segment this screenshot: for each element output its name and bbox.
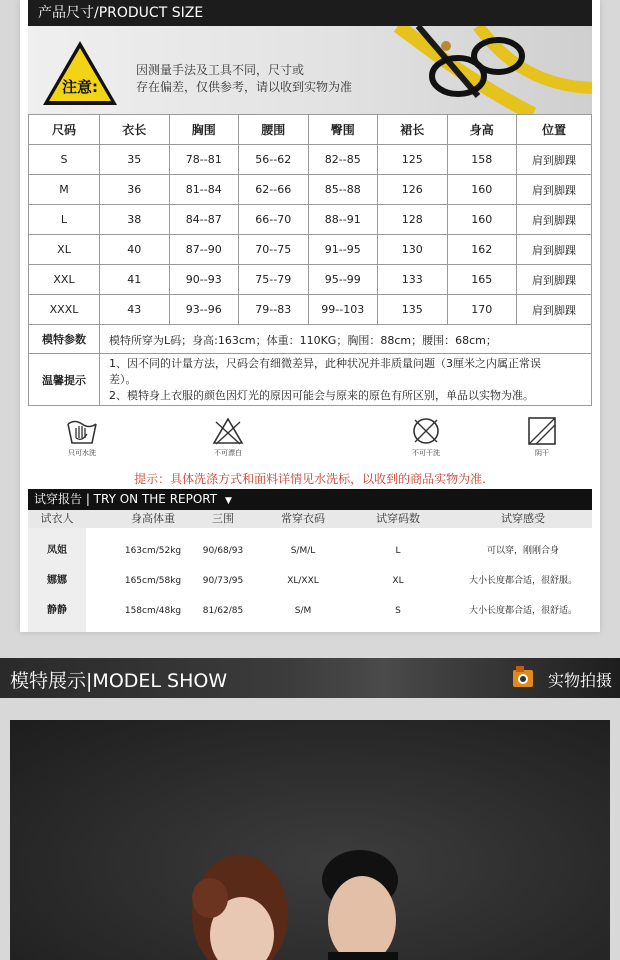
size-cell: XXXL [29, 295, 100, 325]
model-show-banner [0, 658, 620, 698]
size-cell: 肩到脚踝 [517, 235, 592, 265]
try-on-title: 试穿报告 | TRY ON THE REPORT [34, 492, 218, 506]
try-on-row [28, 566, 592, 596]
size-cell: 91--95 [308, 235, 378, 265]
size-cell: 36 [100, 175, 170, 205]
size-cell: XL [29, 235, 100, 265]
size-cell: 125 [378, 145, 448, 175]
col-bust: 胸围 [169, 115, 239, 145]
model-photo [10, 720, 610, 960]
size-table-header-row [29, 115, 592, 145]
size-cell: 88--91 [308, 205, 378, 235]
size-cell: 43 [100, 295, 170, 325]
size-cell: 160 [447, 175, 517, 205]
size-cell: S [29, 145, 100, 175]
col-size: 尺码 [29, 115, 100, 145]
try-on-cell: S [395, 606, 401, 616]
size-cell: 87--90 [169, 235, 239, 265]
section-header-product-size [28, 0, 592, 26]
col-position: 位置 [517, 115, 592, 145]
size-cell: 90--93 [169, 265, 239, 295]
model-show-title-cn: 模特展示 [10, 670, 87, 692]
size-row [29, 175, 592, 205]
try-on-cell: XL/XXL [287, 576, 319, 586]
try-col-usual-size: 常穿衣码 [281, 512, 325, 525]
scissors-tape-illustration [358, 26, 592, 114]
product-size-card [20, 0, 600, 632]
try-on-cell: 静静 [47, 605, 67, 616]
triangle-down-icon: ▼ [224, 496, 232, 506]
col-length: 衣长 [100, 115, 170, 145]
care-no-bleach [198, 416, 258, 458]
size-cell: 41 [100, 265, 170, 295]
size-cell: 126 [378, 175, 448, 205]
try-on-cell: 可以穿，刚刚合身 [486, 546, 559, 556]
section-title: 产品尺寸/PRODUCT SIZE [38, 5, 204, 21]
size-cell: 38 [100, 205, 170, 235]
care-shade-dry [512, 416, 572, 458]
care-label-no-bleach: 不可漂白 [214, 449, 242, 457]
care-no-dry-clean [396, 416, 456, 458]
try-on-cell: 娜娜 [47, 575, 67, 586]
size-cell: 81--84 [169, 175, 239, 205]
try-on-cell: 凤姐 [47, 545, 67, 556]
size-row [29, 295, 592, 325]
size-cell: 66--70 [239, 205, 309, 235]
size-cell: L [29, 205, 100, 235]
size-cell: 135 [378, 295, 448, 325]
try-on-cell: 大小长度都合适，很舒服。 [468, 576, 577, 586]
try-on-cell: 81/62/85 [202, 606, 244, 616]
try-on-cell: 165cm/58kg [124, 576, 182, 586]
size-cell: 79--83 [239, 295, 309, 325]
notice-text [136, 62, 352, 96]
size-cell: 肩到脚踝 [517, 295, 592, 325]
tips-label: 温馨提示 [29, 354, 100, 405]
model-show-title-en: MODEL SHOW [92, 670, 228, 692]
no-dry-clean-icon [409, 416, 443, 446]
size-cell: 56--62 [239, 145, 309, 175]
notice-line-1: 因测量手法及工具不同，尺寸或 [136, 63, 305, 77]
care-icons [28, 408, 592, 464]
size-cell: 35 [100, 145, 170, 175]
try-on-cell: 158cm/48kg [124, 606, 182, 616]
try-col-measurements: 三围 [212, 512, 234, 525]
size-row [29, 235, 592, 265]
try-on-cell: XL [392, 576, 404, 586]
size-cell: 75--79 [239, 265, 309, 295]
size-row [29, 205, 592, 235]
size-row [29, 265, 592, 295]
notice-banner [28, 26, 592, 114]
model-show-title [10, 666, 227, 693]
size-cell: 133 [378, 265, 448, 295]
size-cell: 128 [378, 205, 448, 235]
real-photo-label: 实物拍摄 [547, 671, 612, 690]
size-cell: 肩到脚踝 [517, 205, 592, 235]
try-col-tried-size: 试穿码数 [376, 512, 420, 525]
size-cell: 170 [447, 295, 517, 325]
size-cell: 93--96 [169, 295, 239, 325]
care-label-no-dry-clean: 不可干洗 [412, 449, 440, 457]
size-cell: M [29, 175, 100, 205]
try-on-row [28, 596, 592, 626]
size-cell: 肩到脚踝 [517, 265, 592, 295]
notice-badge: 注意: [62, 78, 98, 96]
model-photo-illustration [10, 720, 610, 960]
model-params-label: 模特参数 [29, 324, 100, 353]
no-bleach-icon [211, 416, 245, 446]
tips-line-2: 2、模特身上衣服的颜色因灯光的原因可能会与原来的原色有所区别，单品以实物为准。 [109, 389, 534, 402]
try-on-header-row [28, 510, 592, 528]
model-params-text: 模特所穿为L码；身高:163cm；体重：110KG；胸围：88cm；腰围：68cm； [109, 334, 497, 347]
size-cell: 95--99 [308, 265, 378, 295]
try-on-rows [28, 528, 592, 632]
size-cell: 160 [447, 205, 517, 235]
hand-wash-icon [65, 416, 99, 446]
warning-icon [40, 38, 120, 108]
col-height: 身高 [447, 115, 517, 145]
size-cell: 78--81 [169, 145, 239, 175]
try-on-cell: 大小长度都合适，很舒适。 [468, 606, 577, 616]
camera-icon [512, 665, 534, 689]
try-on-cell: 90/68/93 [202, 546, 244, 556]
size-cell: 99--103 [308, 295, 378, 325]
try-on-row [28, 536, 592, 566]
tips-line-1: 1、因不同的计量方法，尺码会有细微差异，此种状况并非质量问题（3厘米之内属正常误 [109, 357, 541, 370]
size-cell: 肩到脚踝 [517, 145, 592, 175]
size-cell: XXL [29, 265, 100, 295]
size-table [28, 114, 592, 325]
col-hip: 臀围 [308, 115, 378, 145]
tips-text [109, 356, 585, 404]
model-params-row [28, 324, 592, 354]
size-cell: 85--88 [308, 175, 378, 205]
size-cell: 130 [378, 235, 448, 265]
size-cell: 82--85 [308, 145, 378, 175]
size-cell: 70--75 [239, 235, 309, 265]
tips-line-1-cont: 差）。 [109, 373, 137, 386]
care-label-shade-dry: 阴干 [535, 449, 549, 457]
try-on-cell: S/M/L [290, 546, 316, 556]
size-cell: 165 [447, 265, 517, 295]
care-tip: 提示：具体洗涤方式和面料详情见水洗标，以收到的商品实物为准. [134, 472, 486, 486]
try-col-height-weight: 身高体重 [131, 512, 175, 525]
try-on-cell: L [395, 546, 401, 556]
col-skirt-length: 裙长 [378, 115, 448, 145]
size-cell: 162 [447, 235, 517, 265]
col-waist: 腰围 [239, 115, 309, 145]
try-on-report-header [28, 489, 592, 510]
size-cell: 158 [447, 145, 517, 175]
try-on-cell: 90/73/95 [202, 576, 244, 586]
size-cell: 84--87 [169, 205, 239, 235]
size-row [29, 145, 592, 175]
size-cell: 肩到脚踝 [517, 175, 592, 205]
try-col-feeling: 试穿感受 [501, 512, 545, 525]
try-on-cell: 163cm/52kg [124, 546, 182, 556]
size-cell: 62--66 [239, 175, 309, 205]
try-on-cell: S/M [294, 606, 312, 616]
title-divider: | [86, 670, 93, 692]
care-hand-wash [52, 416, 112, 458]
shade-dry-icon [525, 416, 559, 446]
try-col-tester: 试衣人 [40, 512, 74, 525]
tips-row [28, 354, 592, 406]
notice-line-2: 存在偏差，仅供参考，请以收到实物为准 [136, 80, 353, 94]
care-label-hand-wash: 只可水洗 [68, 449, 96, 457]
size-cell: 40 [100, 235, 170, 265]
